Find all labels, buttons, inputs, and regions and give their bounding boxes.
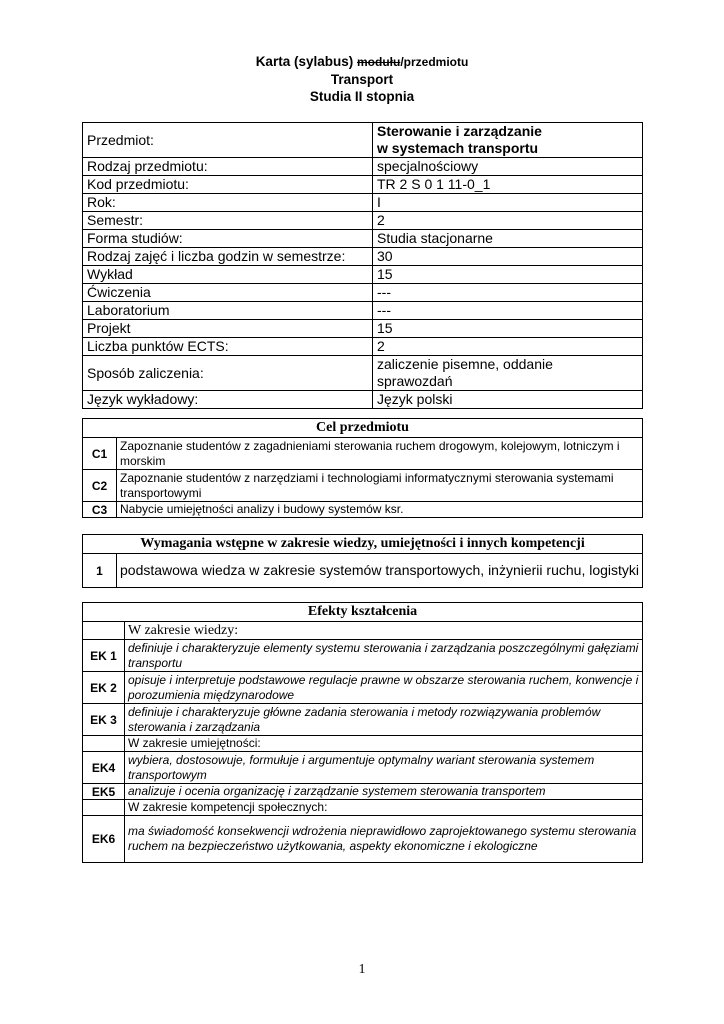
info-label: Rok: bbox=[83, 194, 373, 212]
info-value: --- bbox=[373, 284, 643, 302]
outcome-text: opisuje i interpretuje podstawowe regulacje prawne w obszarze sterowania ruchem, konwencje i porozumienia międzynarodowe bbox=[125, 672, 643, 704]
outcome-code: EK5 bbox=[83, 784, 125, 800]
document-header bbox=[0, 53, 724, 105]
table-row bbox=[83, 603, 643, 622]
course-goals-table bbox=[82, 418, 643, 518]
table-row bbox=[83, 784, 643, 800]
table-row bbox=[83, 704, 643, 736]
table-row bbox=[83, 320, 643, 338]
outcome-text: wybiera, dostosowuje, formułuje i argumentuje optymalny wariant sterowania systemem transportowym bbox=[125, 752, 643, 784]
outcome-code: EK6 bbox=[83, 816, 125, 863]
goal-code: C2 bbox=[83, 470, 117, 502]
prerequisite-code: 1 bbox=[83, 554, 117, 588]
table-row bbox=[83, 194, 643, 212]
header-line-2: Transport bbox=[330, 72, 394, 87]
info-value: I bbox=[373, 194, 643, 212]
subsection-header: W zakresie wiedzy: bbox=[125, 622, 643, 640]
table-row bbox=[83, 248, 643, 266]
table-row bbox=[83, 438, 643, 470]
table-row bbox=[83, 470, 643, 502]
table-row bbox=[83, 284, 643, 302]
section-title: Efekty kształcenia bbox=[83, 603, 643, 622]
subsection-header: W zakresie umiejętności: bbox=[125, 736, 643, 752]
goal-text: Nabycie umiejętności analizy i budowy systemów ksr. bbox=[117, 502, 643, 518]
subsection-header: W zakresie kompetencji społecznych: bbox=[125, 800, 643, 816]
info-value: specjalnościowy bbox=[373, 158, 643, 176]
info-value: Język polski bbox=[373, 391, 643, 409]
table-row bbox=[83, 672, 643, 704]
outcome-code: EK 1 bbox=[83, 640, 125, 672]
section-title: Cel przedmiotu bbox=[83, 419, 643, 438]
table-row bbox=[83, 502, 643, 518]
info-label: Rodzaj przedmiotu: bbox=[83, 158, 373, 176]
section-title: Wymagania wstępne w zakresie wiedzy, umiejętności i innych kompetencji bbox=[83, 535, 643, 554]
info-label: Semestr: bbox=[83, 212, 373, 230]
info-label: Sposób zaliczenia: bbox=[83, 356, 373, 391]
info-label: Laboratorium bbox=[83, 302, 373, 320]
info-value: 2 bbox=[373, 338, 643, 356]
info-label: Wykład bbox=[83, 266, 373, 284]
outcome-code: EK4 bbox=[83, 752, 125, 784]
info-value: zaliczenie pisemne, oddanie sprawozdań bbox=[373, 356, 643, 391]
table-row bbox=[83, 419, 643, 438]
outcome-code: EK 2 bbox=[83, 672, 125, 704]
table-row bbox=[83, 752, 643, 784]
table-row bbox=[83, 123, 643, 158]
goal-text: Zapoznanie studentów z zagadnieniami sterowania ruchem drogowym, kolejowym, lotniczym i morskim bbox=[117, 438, 643, 470]
info-label: Ćwiczenia bbox=[83, 284, 373, 302]
outcome-code: EK 3 bbox=[83, 704, 125, 736]
info-label: Język wykładowy: bbox=[83, 391, 373, 409]
info-label: Przedmiot: bbox=[83, 123, 373, 158]
struck-word: modułu bbox=[356, 55, 401, 69]
table-row bbox=[83, 302, 643, 320]
info-label: Projekt bbox=[83, 320, 373, 338]
outcome-text: analizuje i ocenia organizację i zarządzanie systemem sterowania transportem bbox=[125, 784, 643, 800]
learning-outcomes-table bbox=[82, 602, 643, 863]
course-info-table bbox=[82, 122, 643, 409]
outcome-text: definiuje i charakteryzuje elementy systemu sterowania i zarządzania poszczególnymi gałęziami transportu bbox=[125, 640, 643, 672]
info-value: Studia stacjonarne bbox=[373, 230, 643, 248]
header-line-3: Studia II stopnia bbox=[309, 89, 415, 104]
info-label: Forma studiów: bbox=[83, 230, 373, 248]
goal-text: Zapoznanie studentów z narzędziami i technologiami informatycznymi sterowania systemami transportowymi bbox=[117, 470, 643, 502]
info-value: 15 bbox=[373, 320, 643, 338]
table-row bbox=[83, 622, 643, 640]
info-value: TR 2 S 0 1 11-0_1 bbox=[373, 176, 643, 194]
info-value: Sterowanie i zarządzanie w systemach transportu bbox=[373, 123, 643, 158]
goal-code: C1 bbox=[83, 438, 117, 470]
table-row bbox=[83, 230, 643, 248]
info-value: --- bbox=[373, 302, 643, 320]
table-row bbox=[83, 554, 643, 588]
table-row bbox=[83, 356, 643, 391]
table-row bbox=[83, 736, 643, 752]
table-row bbox=[83, 800, 643, 816]
outcome-text: ma świadomość konsekwencji wdrożenia nieprawidłowo zaprojektowanego systemu sterowania ruchem na bezpieczeństwo użytkowania, aspekty ekonomiczne i ekologiczne bbox=[125, 816, 643, 863]
info-value: 30 bbox=[373, 248, 643, 266]
info-value: 2 bbox=[373, 212, 643, 230]
outcome-text: definiuje i charakteryzuje główne zadania sterowania i metody rozwiązywania problemów sterowania i zarządzania bbox=[125, 704, 643, 736]
info-label: Rodzaj zajęć i liczba godzin w semestrze: bbox=[83, 248, 373, 266]
goal-code: C3 bbox=[83, 502, 117, 518]
table-row bbox=[83, 338, 643, 356]
prerequisites-table bbox=[82, 534, 643, 588]
table-row bbox=[83, 266, 643, 284]
info-label: Kod przedmiotu: bbox=[83, 176, 373, 194]
table-row bbox=[83, 391, 643, 409]
page-number: 1 bbox=[358, 962, 366, 977]
table-row bbox=[83, 158, 643, 176]
table-row bbox=[83, 816, 643, 863]
table-row bbox=[83, 535, 643, 554]
prerequisite-text: podstawowa wiedza w zakresie systemów transportowych, inżynierii ruchu, logistyki bbox=[117, 554, 643, 588]
info-value: 15 bbox=[373, 266, 643, 284]
header-line-1: Karta (sylabus) modułu/przedmiotu bbox=[255, 54, 469, 69]
info-label: Liczba punktów ECTS: bbox=[83, 338, 373, 356]
table-row bbox=[83, 640, 643, 672]
table-row bbox=[83, 176, 643, 194]
table-row bbox=[83, 212, 643, 230]
